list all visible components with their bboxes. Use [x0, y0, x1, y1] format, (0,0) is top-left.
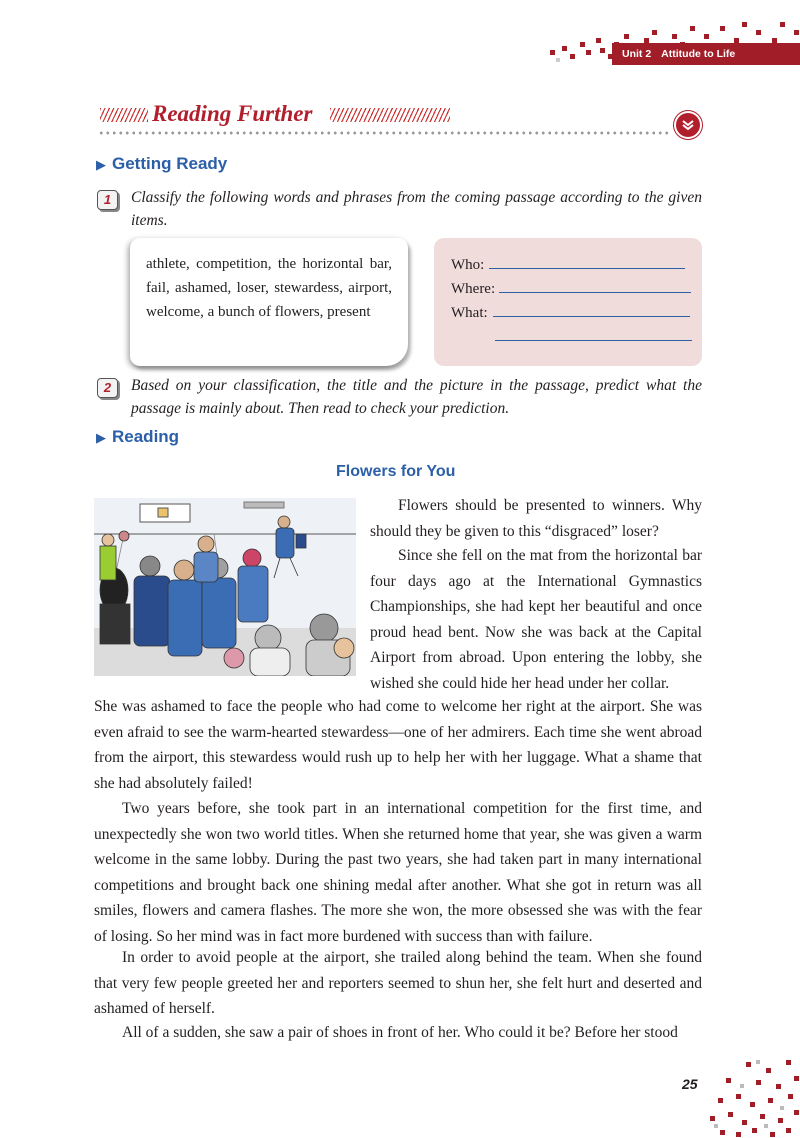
paragraph-1: Flowers should be presented to winners. Why should they be given to this “disgraced” loser? [370, 497, 702, 540]
paragraph-3: She was ashamed to face the people who had come to welcome her right at the airport. She was even afraid to see the warm-hearted stewardess—one of her admirers. Each time she went abroad from the airport, this stewardess would rush up to help her with her luggage. What a shame that she had absolutely failed! [94, 698, 702, 792]
where-answer-line[interactable] [499, 277, 691, 293]
airport-illustration [94, 498, 356, 676]
triangle-bullet-icon: ▶ [96, 157, 106, 172]
unit-number: Unit 2 [622, 48, 652, 60]
page-number: 25 [682, 1076, 698, 1092]
article-title: Flowers for You [336, 463, 456, 480]
hatch-decoration-left [100, 108, 148, 122]
task-1-instruction: Classify the following words and phrases from the coming passage according to the given items. [131, 189, 702, 229]
hatch-decoration-right [330, 108, 450, 122]
what-answer-line[interactable] [493, 301, 690, 317]
section-title: Reading Further [152, 101, 313, 126]
paragraph-2: Since she fell on the mat from the horizontal bar four days ago at the International Gymnastics Championships, she had kept her beautiful and once proud head bent. Now she was back at the Capital Airport from abroad. Upon entering the lobby, she wished she could hide her head under her collar. [370, 547, 702, 692]
classification-box [434, 238, 702, 366]
triangle-bullet-icon: ▶ [96, 430, 106, 445]
reading-heading: ▶ Reading [96, 427, 180, 446]
task-number-2: 2 [97, 378, 118, 398]
unit-title: Attitude to Life [661, 48, 736, 60]
dotted-divider [98, 131, 670, 135]
paragraph-4: Two years before, she took part in an international competition for the first time, and unexpectedly she won two world titles. When she returned home that year, she was given a warm welcome in the same lobby. During the past two years, she had taken part in many international competitions and brought back one shining medal after another. What she got in return was all smiles, flowers and camera flashes. The more she won, the more obsessed she was with the fear of losing. So her mind was in fact more burdened with success than with failure. [94, 800, 702, 945]
checker-decoration-bottom [706, 1058, 800, 1138]
word-list-box [130, 238, 408, 366]
where-row: Where: [451, 277, 702, 301]
word-list: athlete, competition, the horizontal bar, fail, ashamed, loser, stewardess, airport, welcome, a bunch of flowers, present [146, 256, 392, 320]
what-row: What: [451, 301, 702, 325]
extra-answer-line[interactable] [495, 325, 692, 341]
task-2-instruction: Based on your classification, the title and the picture in the passage, predict what the passage is mainly about. Then read to check your prediction. [131, 377, 702, 417]
who-row: Who: [451, 253, 702, 277]
task-number-1: 1 [97, 190, 118, 210]
paragraph-6: All of a sudden, she saw a pair of shoes in front of her. Who could it be? Before her stood [122, 1024, 678, 1041]
who-answer-line[interactable] [489, 253, 685, 269]
chevron-down-circle-icon[interactable] [676, 113, 700, 137]
unit-header [612, 43, 800, 65]
getting-ready-heading: ▶ Getting Ready [96, 154, 228, 173]
paragraph-5: In order to avoid people at the airport, she trailed along behind the team. When she found that very few people greeted her and reporters seemed to shun her, she felt hurt and deserted and ashamed of herself. [94, 949, 702, 1017]
extra-row [451, 325, 702, 349]
